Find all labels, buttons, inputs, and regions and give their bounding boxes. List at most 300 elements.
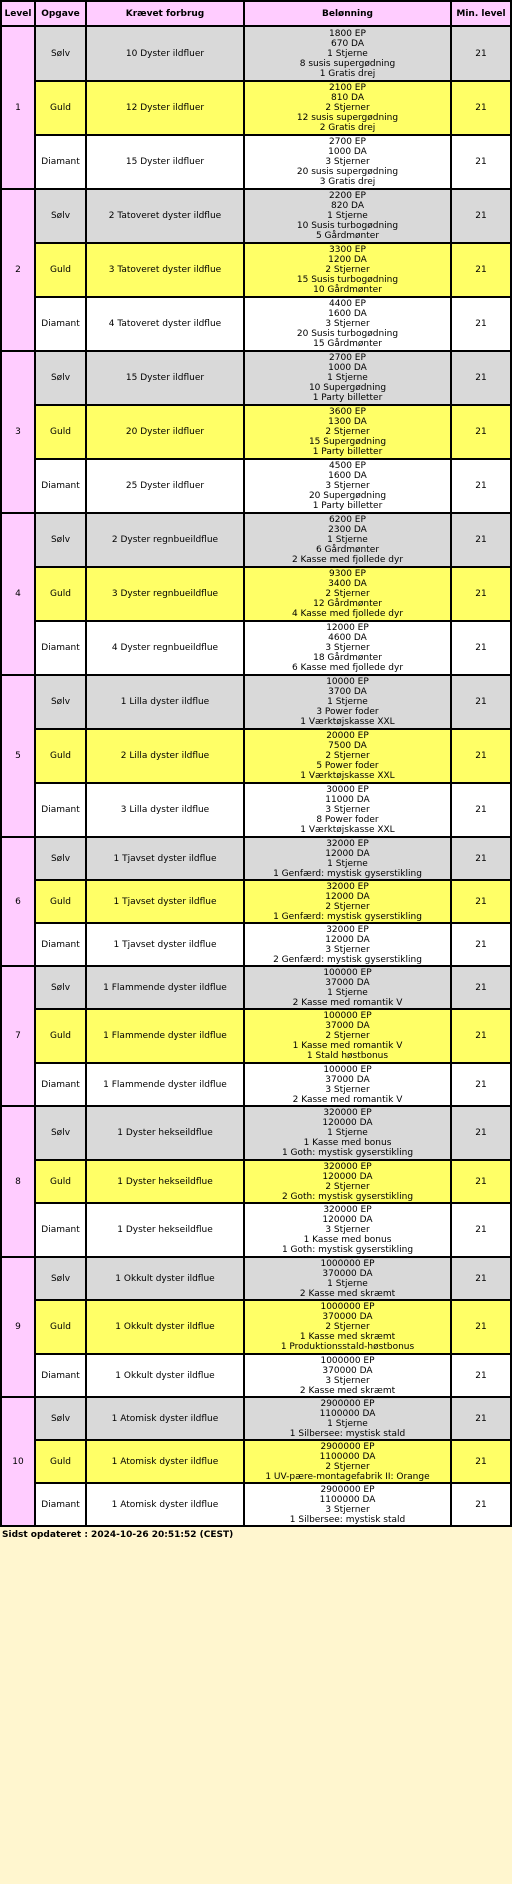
min-level: 21 xyxy=(451,783,511,837)
reward-line: 11000 DA xyxy=(325,795,370,805)
reward-line: 2 Stjerner xyxy=(325,751,370,761)
required-consumption: 2 Dyster regnbueildflue xyxy=(86,513,244,567)
reward-line: 4 Kasse med fjollede dyr xyxy=(291,609,404,619)
reward-line: 2 Stjerner xyxy=(325,589,370,599)
reward-line: 3 Stjerner xyxy=(325,805,370,815)
reward-line: 1600 DA xyxy=(328,471,367,481)
reward-cell xyxy=(244,966,451,1009)
table-row xyxy=(1,1300,511,1354)
reward-line: 1000 DA xyxy=(328,363,367,373)
reward-line: 1200 DA xyxy=(328,255,367,265)
min-level: 21 xyxy=(451,729,511,783)
required-consumption: 1 Tjavset dyster ildflue xyxy=(86,837,244,880)
task-tier-silver: Sølv xyxy=(35,1397,86,1440)
task-tier-gold: Guld xyxy=(35,729,86,783)
reward-line: 10 Gårdmønter xyxy=(313,285,382,295)
header-required: Krævet forbrug xyxy=(86,1,244,26)
task-tier-silver: Sølv xyxy=(35,1106,86,1160)
reward-line: 15 Supergødning xyxy=(308,437,387,447)
reward-line: 1 Kasse med romantik V xyxy=(292,1041,403,1051)
reward-cell xyxy=(244,1106,451,1160)
required-consumption: 2 Lilla dyster ildflue xyxy=(86,729,244,783)
reward-line: 1 Stjerne xyxy=(327,697,368,707)
level-number: 4 xyxy=(1,513,35,675)
reward-line: 6 Gårdmønter xyxy=(315,545,380,555)
reward-cell xyxy=(244,923,451,966)
required-consumption: 3 Dyster regnbueildflue xyxy=(86,567,244,621)
header-task: Opgave xyxy=(35,1,86,26)
reward-line: 1 Stjerne xyxy=(327,1418,368,1429)
table-body xyxy=(1,26,511,1526)
reward-line: 1 Party billetter xyxy=(312,447,383,457)
reward-line: 3 Stjerner xyxy=(325,643,370,653)
header-level: Level xyxy=(1,1,35,26)
reward-line: 37000 DA xyxy=(325,1021,370,1031)
task-tier-diamond: Diamant xyxy=(35,1063,86,1106)
table-row xyxy=(1,729,511,783)
level-number: 9 xyxy=(1,1257,35,1397)
task-tier-silver: Sølv xyxy=(35,1257,86,1300)
reward-line: 370000 DA xyxy=(322,1268,373,1279)
reward-line: 12000 DA xyxy=(325,848,370,859)
required-consumption: 3 Lilla dyster ildflue xyxy=(86,783,244,837)
reward-line: 2300 DA xyxy=(328,525,367,535)
table-row xyxy=(1,567,511,621)
table-row xyxy=(1,1397,511,1440)
required-consumption: 2 Tatoveret dyster ildflue xyxy=(86,189,244,243)
task-tier-gold: Guld xyxy=(35,1300,86,1354)
reward-line: 1000000 EP xyxy=(320,1302,375,1312)
reward-line: 3 Power foder xyxy=(316,707,379,717)
reward-line: 120000 DA xyxy=(322,1118,373,1128)
reward-line: 1 Kasse med skræmt xyxy=(299,1332,396,1342)
reward-line: 1 Stjerne xyxy=(327,1278,368,1289)
reward-line: 1100000 DA xyxy=(319,1494,376,1505)
reward-cell xyxy=(244,81,451,135)
reward-line: 30000 EP xyxy=(326,785,369,795)
required-consumption: 25 Dyster ildfluer xyxy=(86,459,244,513)
reward-line: 1 Produktionsstald-høstbonus xyxy=(280,1342,415,1352)
reward-cell xyxy=(244,1009,451,1063)
reward-line: 32000 EP xyxy=(326,924,369,935)
reward-line: 3 Stjerner xyxy=(325,1504,370,1515)
level-number: 8 xyxy=(1,1106,35,1257)
min-level: 21 xyxy=(451,513,511,567)
table-row xyxy=(1,1257,511,1300)
reward-line: 1 Silbersee: mystisk stald xyxy=(289,1428,406,1439)
reward-line: 2 Stjerner xyxy=(325,1322,370,1332)
reward-line: 1000000 EP xyxy=(320,1355,375,1366)
reward-line: 20 Supergødning xyxy=(308,491,387,501)
table-row xyxy=(1,513,511,567)
reward-line: 2 Kasse med fjollede dyr xyxy=(291,555,404,565)
reward-line: 12000 EP xyxy=(326,623,369,633)
task-tier-diamond: Diamant xyxy=(35,135,86,189)
required-consumption: 1 Okkult dyster ildflue xyxy=(86,1300,244,1354)
reward-line: 2 Goth: mystisk gyserstikling xyxy=(281,1191,414,1202)
reward-line: 7500 DA xyxy=(328,741,367,751)
reward-line: 2900000 EP xyxy=(320,1484,375,1495)
reward-line: 20000 EP xyxy=(326,731,369,741)
reward-cell xyxy=(244,880,451,923)
reward-line: 2900000 EP xyxy=(320,1441,375,1452)
required-consumption: 1 Atomisk dyster ildflue xyxy=(86,1483,244,1526)
reward-line: 2 Stjerner xyxy=(325,901,370,912)
reward-cell xyxy=(244,1203,451,1257)
reward-cell xyxy=(244,1354,451,1397)
level-number: 5 xyxy=(1,675,35,837)
required-consumption: 20 Dyster ildfluer xyxy=(86,405,244,459)
reward-line: 1300 DA xyxy=(328,417,367,427)
task-tier-diamond: Diamant xyxy=(35,297,86,351)
min-level: 21 xyxy=(451,1483,511,1526)
reward-cell xyxy=(244,26,451,81)
reward-line: 1 Stjerne xyxy=(327,1128,368,1138)
required-consumption: 10 Dyster ildfluer xyxy=(86,26,244,81)
reward-cell xyxy=(244,837,451,880)
min-level: 21 xyxy=(451,189,511,243)
reward-line: 2 Kasse med romantik V xyxy=(292,997,403,1008)
reward-line: 18 Gårdmønter xyxy=(313,653,382,663)
reward-cell xyxy=(244,783,451,837)
reward-line: 820 DA xyxy=(331,201,364,211)
min-level: 21 xyxy=(451,1203,511,1257)
reward-line: 2200 EP xyxy=(329,191,366,201)
header-min-level: Min. level xyxy=(451,1,511,26)
reward-line: 2 Kasse med skræmt xyxy=(299,1385,396,1396)
reward-line: 3700 DA xyxy=(328,687,367,697)
min-level: 21 xyxy=(451,351,511,405)
min-level: 21 xyxy=(451,1354,511,1397)
min-level: 21 xyxy=(451,1397,511,1440)
reward-line: 1 Silbersee: mystisk stald xyxy=(289,1514,406,1525)
reward-line: 8 susis supergødning xyxy=(299,58,396,69)
reward-cell xyxy=(244,1300,451,1354)
table-row xyxy=(1,675,511,729)
reward-cell xyxy=(244,1063,451,1106)
reward-line: 320000 EP xyxy=(323,1205,372,1215)
min-level: 21 xyxy=(451,1300,511,1354)
reward-line: 2 Stjerner xyxy=(325,265,370,275)
table-row xyxy=(1,1160,511,1203)
min-level: 21 xyxy=(451,837,511,880)
reward-line: 2 Stjerner xyxy=(325,1181,370,1192)
table-row xyxy=(1,189,511,243)
task-tier-silver: Sølv xyxy=(35,351,86,405)
reward-line: 2 Stjerner xyxy=(325,427,370,437)
reward-line: 100000 EP xyxy=(323,1011,372,1021)
required-consumption: 1 Atomisk dyster ildflue xyxy=(86,1440,244,1483)
reward-line: 6 Kasse med fjollede dyr xyxy=(291,663,404,673)
reward-line: 10000 EP xyxy=(326,677,369,687)
reward-line: 100000 EP xyxy=(323,1064,372,1075)
reward-line: 370000 DA xyxy=(322,1312,373,1322)
min-level: 21 xyxy=(451,675,511,729)
reward-line: 1 Stjerne xyxy=(327,373,368,383)
table-row xyxy=(1,1440,511,1483)
reward-line: 1 Kasse med bonus xyxy=(303,1235,392,1245)
min-level: 21 xyxy=(451,880,511,923)
reward-cell xyxy=(244,1440,451,1483)
reward-line: 1 Værktøjskasse XXL xyxy=(300,771,395,781)
reward-line: 1800 EP xyxy=(329,28,366,39)
reward-line: 5 Power foder xyxy=(316,761,379,771)
reward-line: 3 Gratis drej xyxy=(319,177,376,187)
required-consumption: 1 Dyster hekseildflue xyxy=(86,1203,244,1257)
reward-cell xyxy=(244,243,451,297)
reward-line: 670 DA xyxy=(331,38,364,49)
task-tier-silver: Sølv xyxy=(35,675,86,729)
reward-line: 120000 DA xyxy=(322,1171,373,1182)
reward-line: 12 Gårdmønter xyxy=(313,599,382,609)
task-tier-gold: Guld xyxy=(35,81,86,135)
reward-cell xyxy=(244,459,451,513)
reward-line: 37000 DA xyxy=(325,977,370,988)
reward-line: 12 susis supergødning xyxy=(296,113,399,123)
reward-cell xyxy=(244,513,451,567)
task-tier-diamond: Diamant xyxy=(35,1203,86,1257)
task-tier-diamond: Diamant xyxy=(35,459,86,513)
task-tier-silver: Sølv xyxy=(35,513,86,567)
reward-line: 32000 EP xyxy=(326,838,369,849)
table-row xyxy=(1,81,511,135)
task-tier-silver: Sølv xyxy=(35,966,86,1009)
required-consumption: 1 Dyster hekseildflue xyxy=(86,1160,244,1203)
reward-cell xyxy=(244,729,451,783)
reward-line: 4500 EP xyxy=(329,461,366,471)
table-row xyxy=(1,351,511,405)
reward-cell xyxy=(244,189,451,243)
reward-line: 1 Stjerne xyxy=(327,987,368,998)
reward-line: 10 Susis turbogødning xyxy=(296,221,399,231)
required-consumption: 12 Dyster ildfluer xyxy=(86,81,244,135)
reward-line: 12000 DA xyxy=(325,891,370,902)
reward-cell xyxy=(244,1160,451,1203)
required-consumption: 1 Flammende dyster ildflue xyxy=(86,1009,244,1063)
reward-cell xyxy=(244,1483,451,1526)
reward-line: 810 DA xyxy=(331,93,364,103)
table-row xyxy=(1,621,511,675)
min-level: 21 xyxy=(451,1009,511,1063)
table-row xyxy=(1,135,511,189)
min-level: 21 xyxy=(451,81,511,135)
table-row xyxy=(1,1106,511,1160)
task-tier-diamond: Diamant xyxy=(35,1354,86,1397)
reward-line: 1 Party billetter xyxy=(312,501,383,511)
table-row xyxy=(1,1009,511,1063)
task-tier-diamond: Diamant xyxy=(35,783,86,837)
reward-line: 5 Gårdmønter xyxy=(315,231,380,241)
reward-line: 1 Kasse med bonus xyxy=(303,1138,392,1148)
min-level: 21 xyxy=(451,1063,511,1106)
min-level: 21 xyxy=(451,1160,511,1203)
required-consumption: 1 Flammende dyster ildflue xyxy=(86,966,244,1009)
task-tier-diamond: Diamant xyxy=(35,1483,86,1526)
reward-line: 1 Party billetter xyxy=(312,393,383,403)
reward-line: 2 Genfærd: mystisk gyserstikling xyxy=(273,954,422,965)
level-number: 10 xyxy=(1,1397,35,1526)
table-row xyxy=(1,783,511,837)
task-tier-gold: Guld xyxy=(35,1440,86,1483)
table-row xyxy=(1,297,511,351)
required-consumption: 1 Dyster hekseildflue xyxy=(86,1106,244,1160)
reward-line: 3 Stjerner xyxy=(325,319,370,329)
reward-cell xyxy=(244,1257,451,1300)
reward-line: 1000 DA xyxy=(328,147,367,157)
table-row xyxy=(1,1203,511,1257)
table-row xyxy=(1,837,511,880)
table-row xyxy=(1,1483,511,1526)
reward-line: 4600 DA xyxy=(328,633,367,643)
table-row xyxy=(1,459,511,513)
reward-line: 2 Kasse med romantik V xyxy=(292,1094,403,1105)
min-level: 21 xyxy=(451,966,511,1009)
table-row xyxy=(1,1063,511,1106)
reward-cell xyxy=(244,1397,451,1440)
task-tier-gold: Guld xyxy=(35,243,86,297)
reward-line: 1 Goth: mystisk gyserstikling xyxy=(281,1148,414,1158)
reward-line: 1 Goth: mystisk gyserstikling xyxy=(281,1245,414,1255)
min-level: 21 xyxy=(451,1257,511,1300)
task-tier-silver: Sølv xyxy=(35,189,86,243)
table-row xyxy=(1,880,511,923)
reward-line: 1 Genfærd: mystisk gyserstikling xyxy=(273,911,422,922)
reward-line: 1 Værktøjskasse XXL xyxy=(300,825,395,835)
task-tier-gold: Guld xyxy=(35,880,86,923)
reward-cell xyxy=(244,297,451,351)
min-level: 21 xyxy=(451,621,511,675)
reward-line: 2 Stjerner xyxy=(325,1031,370,1041)
reward-line: 4400 EP xyxy=(329,299,366,309)
reward-line: 8 Power foder xyxy=(316,815,379,825)
reward-line: 3400 DA xyxy=(328,579,367,589)
header-reward: Belønning xyxy=(244,1,451,26)
reward-line: 2700 EP xyxy=(329,137,366,147)
reward-line: 2900000 EP xyxy=(320,1398,375,1409)
reward-line: 1000000 EP xyxy=(320,1258,375,1269)
reward-line: 15 Gårdmønter xyxy=(313,339,382,349)
reward-line: 3 Stjerner xyxy=(325,157,370,167)
task-tier-silver: Sølv xyxy=(35,26,86,81)
required-consumption: 1 Lilla dyster ildflue xyxy=(86,675,244,729)
reward-cell xyxy=(244,135,451,189)
reward-line: 3 Stjerner xyxy=(325,1375,370,1386)
level-number: 3 xyxy=(1,351,35,513)
reward-line: 37000 DA xyxy=(325,1074,370,1085)
table-row xyxy=(1,966,511,1009)
min-level: 21 xyxy=(451,297,511,351)
required-consumption: 15 Dyster ildfluer xyxy=(86,351,244,405)
min-level: 21 xyxy=(451,1440,511,1483)
reward-line: 3 Stjerner xyxy=(325,481,370,491)
task-tier-gold: Guld xyxy=(35,1160,86,1203)
task-tier-diamond: Diamant xyxy=(35,621,86,675)
reward-line: 1100000 DA xyxy=(319,1451,376,1462)
reward-line: 6200 EP xyxy=(329,515,366,525)
reward-line: 100000 EP xyxy=(323,967,372,978)
reward-line: 3 Stjerner xyxy=(325,944,370,955)
required-consumption: 1 Okkult dyster ildflue xyxy=(86,1257,244,1300)
required-consumption: 1 Tjavset dyster ildflue xyxy=(86,880,244,923)
reward-line: 2 Stjerner xyxy=(325,103,370,113)
reward-line: 2700 EP xyxy=(329,353,366,363)
required-consumption: 15 Dyster ildfluer xyxy=(86,135,244,189)
required-consumption: 1 Atomisk dyster ildflue xyxy=(86,1397,244,1440)
reward-line: 120000 DA xyxy=(322,1215,373,1225)
min-level: 21 xyxy=(451,135,511,189)
reward-line: 1 Stald høstbonus xyxy=(306,1051,389,1061)
reward-line: 2 Gratis drej xyxy=(319,123,376,133)
reward-line: 1 Genfærd: mystisk gyserstikling xyxy=(273,868,422,879)
reward-line: 1 UV-pære-montagefabrik II: Orange xyxy=(265,1471,430,1482)
reward-line: 32000 EP xyxy=(326,881,369,892)
table-row xyxy=(1,923,511,966)
level-number: 7 xyxy=(1,966,35,1106)
reward-line: 9300 EP xyxy=(329,569,366,579)
reward-line: 320000 EP xyxy=(323,1108,372,1118)
table-row xyxy=(1,1354,511,1397)
reward-line: 1 Gratis drej xyxy=(319,68,376,79)
reward-line: 3300 EP xyxy=(329,245,366,255)
min-level: 21 xyxy=(451,923,511,966)
task-tier-gold: Guld xyxy=(35,405,86,459)
reward-line: 3600 EP xyxy=(329,407,366,417)
task-tier-gold: Guld xyxy=(35,1009,86,1063)
min-level: 21 xyxy=(451,459,511,513)
table-row xyxy=(1,405,511,459)
reward-cell xyxy=(244,351,451,405)
header-row xyxy=(1,1,511,26)
required-consumption: 1 Okkult dyster ildflue xyxy=(86,1354,244,1397)
reward-line: 15 Susis turbogødning xyxy=(296,275,399,285)
task-tier-diamond: Diamant xyxy=(35,923,86,966)
min-level: 21 xyxy=(451,405,511,459)
reward-line: 320000 EP xyxy=(323,1161,372,1172)
reward-line: 3 Stjerner xyxy=(325,1225,370,1235)
reward-line: 1 Stjerne xyxy=(327,48,368,59)
level-number: 2 xyxy=(1,189,35,351)
reward-line: 1 Stjerne xyxy=(327,211,368,221)
min-level: 21 xyxy=(451,26,511,81)
reward-cell xyxy=(244,675,451,729)
level-number: 6 xyxy=(1,837,35,966)
task-tier-gold: Guld xyxy=(35,567,86,621)
reward-line: 3 Stjerner xyxy=(325,1084,370,1095)
table-row xyxy=(1,26,511,81)
reward-line: 2 Stjerner xyxy=(325,1461,370,1472)
reward-line: 12000 DA xyxy=(325,934,370,945)
required-consumption: 1 Tjavset dyster ildflue xyxy=(86,923,244,966)
required-consumption: 1 Flammende dyster ildflue xyxy=(86,1063,244,1106)
task-tier-silver: Sølv xyxy=(35,837,86,880)
reward-cell xyxy=(244,405,451,459)
required-consumption: 4 Dyster regnbueildflue xyxy=(86,621,244,675)
required-consumption: 3 Tatoveret dyster ildflue xyxy=(86,243,244,297)
reward-cell xyxy=(244,567,451,621)
reward-line: 2 Kasse med skræmt xyxy=(299,1288,396,1299)
reward-cell xyxy=(244,621,451,675)
table-row xyxy=(1,243,511,297)
reward-line: 1100000 DA xyxy=(319,1408,376,1419)
reward-line: 1 Stjerne xyxy=(327,858,368,869)
reward-line: 2100 EP xyxy=(329,83,366,93)
min-level: 21 xyxy=(451,567,511,621)
reward-line: 10 Supergødning xyxy=(308,383,387,393)
required-consumption: 4 Tatoveret dyster ildflue xyxy=(86,297,244,351)
reward-line: 370000 DA xyxy=(322,1365,373,1376)
reward-line: 20 Susis turbogødning xyxy=(296,329,399,339)
min-level: 21 xyxy=(451,243,511,297)
